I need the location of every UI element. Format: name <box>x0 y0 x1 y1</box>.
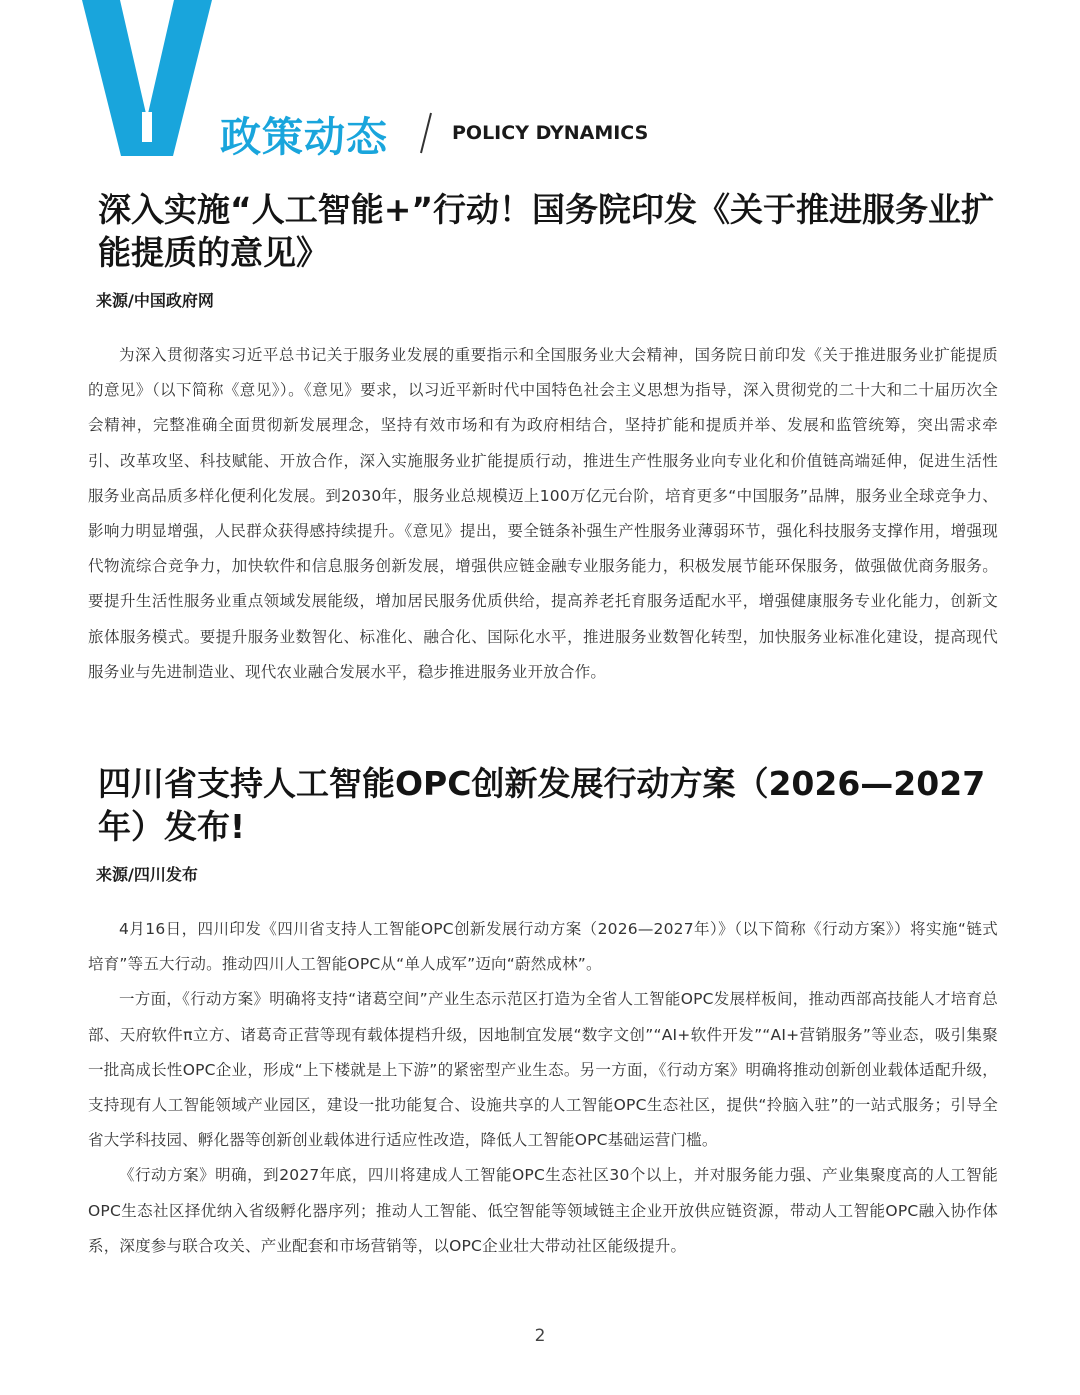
article-title: 深入实施“人工智能+”行动！国务院印发《关于推进服务业扩能提质的意见》 <box>98 190 995 272</box>
article-paragraph: 《行动方案》明确，到2027年底，四川将建成人工智能OPC生态社区30个以上，并对服务能力强、产业集聚度高的人工智能OPC生态社区择优纳入省级孵化器序列；推动人工智能、低空智能等领域链主企业开放供应链资源，带动人工智能OPC融入协作体系，深度参与联合攻关、产业配套和市场营销等，以OPC企业壮大带动社区能级提升。 <box>88 1166 998 1255</box>
article-source: 来源/四川发布 <box>96 865 198 884</box>
v-logo-icon <box>82 0 216 156</box>
article-body <box>88 912 998 1264</box>
article-source: 来源/中国政府网 <box>96 291 214 310</box>
section-title-cn: 政策动态 <box>220 113 388 161</box>
section-header <box>0 0 1080 170</box>
section-title-en: POLICY DYNAMICS <box>452 122 649 144</box>
article-title: 四川省支持人工智能OPC创新发展行动方案（2026—2027年）发布! <box>98 764 986 846</box>
page-number: 2 <box>534 1326 546 1346</box>
article-body <box>88 338 998 690</box>
article-paragraph: 4月16日，四川印发《四川省支持人工智能OPC创新发展行动方案（2026—2027年）》（以下简称《行动方案》）将实施“链式培育”等五大行动。推动四川人工智能OPC从“单人成军”迈向“蔚然成林”。 <box>88 920 998 974</box>
article <box>0 188 1080 690</box>
article-paragraph: 为深入贯彻落实习近平总书记关于服务业发展的重要指示和全国服务业大会精神，国务院日前印发《关于推进服务业扩能提质的意见》（以下简称《意见》）。《意见》要求，以习近平新时代中国特色社会主义思想为指导，深入贯彻党的二十大和二十届历次全会精神，完整准确全面贯彻新发展理念，坚持有效市场和有为政府相结合，坚持扩能和提质并举、发展和监管统筹，突出需求牵引、改革攻坚、科技赋能、开放合作，深入实施服务业扩能提质行动，推进生产性服务业向专业化和价值链高端延伸，促进生活性服务业高品质多样化便利化发展。到2030年，服务业总规模迈上100万亿元台阶，培育更多“中国服务”品牌，服务业全球竞争力、影响力明显增强，人民群众获得感持续提升。《意见》提出，要全链条补强生产性服务业薄弱环节，强化科技服务支撑作用，增强现代物流综合竞争力，加快软件和信息服务创新发展，增强供应链金融专业服务能力，积极发展节能环保服务，做强做优商务服务。要提升生活性服务业重点领域发展能级，增加居民服务优质供给，提高养老托育服务适配水平，增强健康服务专业化能力，创新文旅体服务模式。要提升服务业数智化、标准化、融合化、国际化水平，推进服务业数智化转型，加快服务业标准化建设，提高现代服务业与先进制造业、现代农业融合发展水平，稳步推进服务业开放合作。 <box>88 346 998 681</box>
slash-divider <box>418 110 434 156</box>
article-paragraph: 一方面，《行动方案》明确将支持“诸葛空间”产业生态示范区打造为全省人工智能OPC发展样板间，推动西部高技能人才培育总部、天府软件π立方、诸葛奇正营等现有载体提档升级，因地制宜发展“数字文创”“AI+软件开发”“AI+营销服务”等业态，吸引集聚一批高成长性OPC企业，形成“上下楼就是上下游”的紧密型产业生态。另一方面，《行动方案》明确将推动创新创业载体适配升级，支持现有人工智能领域产业园区，建设一批功能复合、设施共享的人工智能OPC生态社区，提供“拎脑入驻”的一站式服务；引导全省大学科技园、孵化器等创新创业载体进行适应性改造，降低人工智能OPC基础运营门槛。 <box>88 990 998 1150</box>
article <box>0 762 1080 1264</box>
